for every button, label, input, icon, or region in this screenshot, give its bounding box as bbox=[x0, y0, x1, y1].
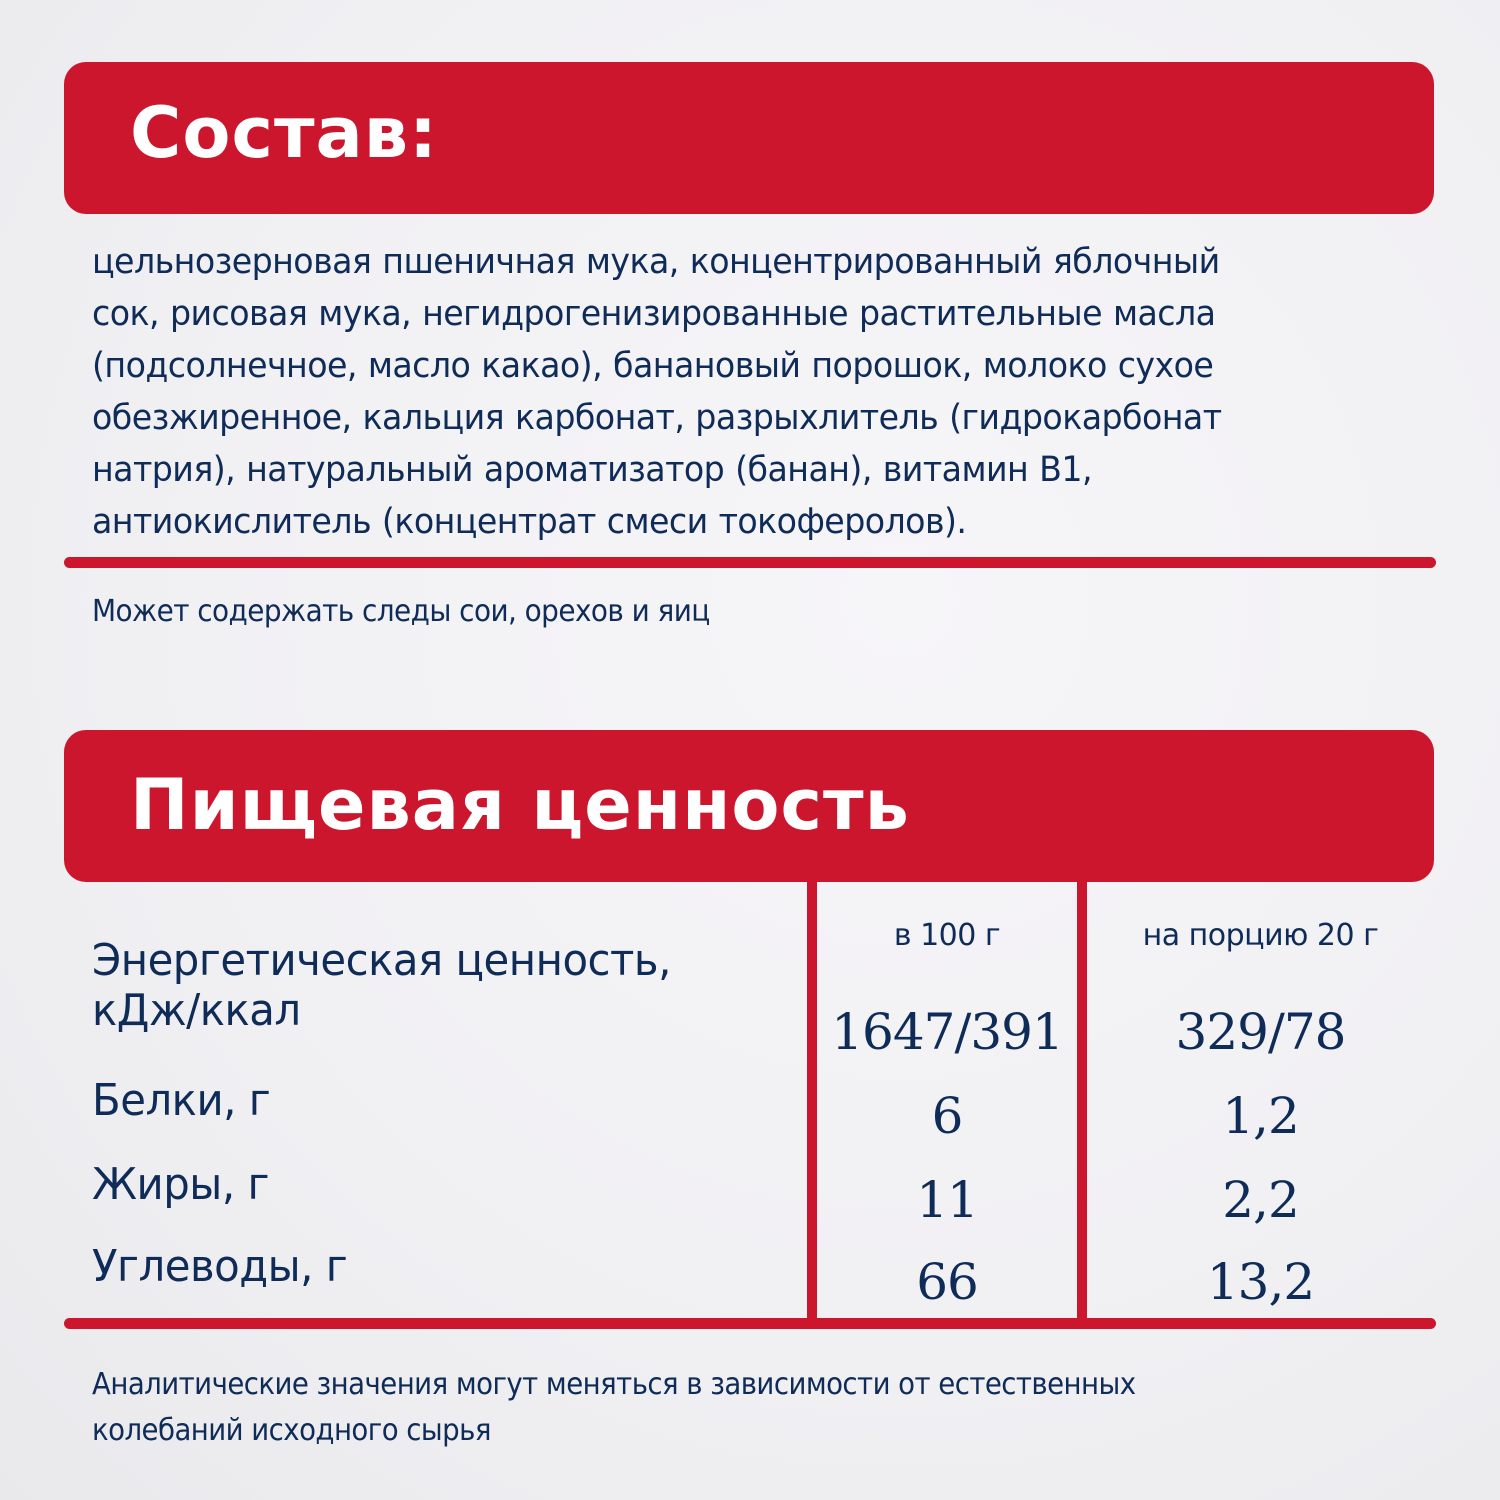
composition-title: Состав: bbox=[130, 92, 439, 174]
row-label-energy bbox=[92, 936, 671, 1036]
carbs-per-100g: 66 bbox=[916, 1253, 978, 1311]
table-column-divider bbox=[1077, 870, 1087, 1322]
ingredients-line: (подсолнечное, масло какао), банановый порошок, молоко сухое bbox=[92, 346, 1214, 386]
table-column-divider bbox=[807, 870, 817, 1322]
column-header-per-portion: на порцию 20 г bbox=[1142, 918, 1379, 953]
energy-per-portion: 329/78 bbox=[1175, 1003, 1346, 1061]
ingredients-list bbox=[92, 236, 1356, 548]
footnote-line: Аналитические значения могут меняться в зависимости от естественных bbox=[92, 1367, 1136, 1402]
row-label-protein: Белки, г bbox=[92, 1075, 271, 1126]
table-bottom-border bbox=[64, 1318, 1436, 1329]
composition-header-banner bbox=[64, 62, 1434, 214]
carbs-per-portion: 13,2 bbox=[1206, 1253, 1315, 1311]
energy-per-100g: 1647/391 bbox=[831, 1003, 1063, 1061]
composition-divider bbox=[64, 557, 1436, 568]
nutrition-header-banner bbox=[64, 730, 1434, 882]
ingredients-line: обезжиренное, кальция карбонат, разрыхлитель (гидрокарбонат bbox=[92, 398, 1222, 438]
allergen-note: Может содержать следы сои, орехов и яиц bbox=[92, 594, 710, 629]
row-label-energy-line2: кДж/ккал bbox=[92, 985, 301, 1036]
column-header-per-100g: в 100 г bbox=[893, 918, 1001, 953]
row-label-carbs: Углеводы, г bbox=[92, 1241, 348, 1292]
fat-per-100g: 11 bbox=[916, 1171, 978, 1229]
footnote-line: колебаний исходного сырья bbox=[92, 1413, 491, 1448]
row-label-energy-line1: Энергетическая ценность, bbox=[92, 935, 671, 986]
ingredients-line: натрия), натуральный ароматизатор (банан), витамин В1, bbox=[92, 450, 1092, 490]
ingredients-line: цельнозерновая пшеничная мука, концентрированный яблочный bbox=[92, 242, 1220, 282]
nutrition-title: Пищевая ценность bbox=[130, 764, 910, 846]
ingredients-line: антиокислитель (концентрат смеси токоферолов). bbox=[92, 502, 967, 542]
fat-per-portion: 2,2 bbox=[1222, 1171, 1299, 1229]
protein-per-portion: 1,2 bbox=[1222, 1087, 1299, 1145]
ingredients-line: сок, рисовая мука, негидрогенизированные растительные масла bbox=[92, 294, 1216, 334]
protein-per-100g: 6 bbox=[931, 1087, 963, 1145]
row-label-fat: Жиры, г bbox=[92, 1159, 269, 1210]
analytics-footnote bbox=[92, 1362, 1136, 1454]
